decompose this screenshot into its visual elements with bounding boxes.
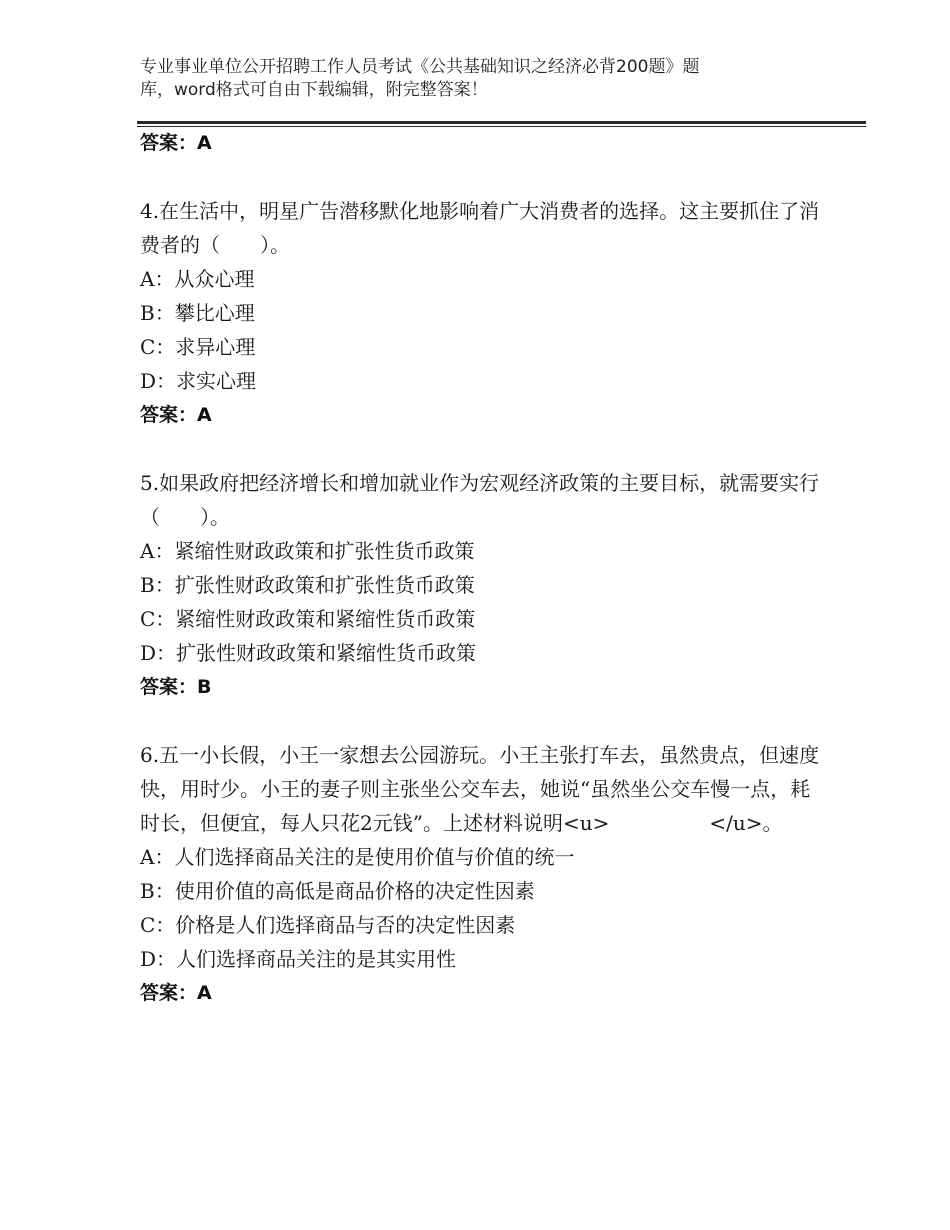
question-block-5 [140, 466, 820, 704]
option-a: A：从众心理 [140, 267, 255, 291]
spacer [140, 432, 820, 466]
question-text: 4.在生活中，明星广告潜移默化地影响着广大消费者的选择。这主要抓住了消费者的（ ）。 [140, 199, 820, 257]
option-c: C：价格是人们选择商品与否的决定性因素 [140, 913, 516, 937]
option-b: B：使用价值的高低是商品价格的决定性因素 [140, 879, 535, 903]
answer: 答案：A [140, 982, 212, 1004]
spacer [140, 704, 820, 738]
header-rule-thick [137, 121, 866, 124]
answer: 答案：B [140, 676, 212, 698]
option-c: C：紧缩性财政政策和紧缩性货币政策 [140, 607, 476, 631]
question-text: 6.五一小长假，小王一家想去公园游玩。小王主张打车去，虽然贵点，但速度快，用时少。小王的妻子则主张坐公交车去，她说“虽然坐公交车慢一点，耗时长，但便宜，每人只花2元钱”。上述材料说明<u> </u>。 [140, 743, 820, 835]
option-a: A：紧缩性财政政策和扩张性货币政策 [140, 539, 475, 563]
option-c: C：求异心理 [140, 335, 256, 359]
answer: 答案：A [140, 404, 212, 426]
header-line-2: 库，word格式可自由下载编辑，附完整答案！ [140, 80, 488, 100]
question-list [140, 126, 820, 1010]
option-d: D：求实心理 [140, 369, 257, 393]
option-a: A：人们选择商品关注的是使用价值与价值的统一 [140, 845, 575, 869]
spacer [140, 160, 820, 194]
answer-prev-question: 答案：A [140, 132, 212, 154]
question-block-4 [140, 194, 820, 432]
question-block-6 [140, 738, 820, 1010]
option-d: D：人们选择商品关注的是其实用性 [140, 947, 457, 971]
option-b: B：扩张性财政政策和扩张性货币政策 [140, 573, 475, 597]
option-b: B：攀比心理 [140, 301, 255, 325]
option-d: D：扩张性财政政策和紧缩性货币政策 [140, 641, 477, 665]
document-header [140, 56, 820, 102]
question-text: 5.如果政府把经济增长和增加就业作为宏观经济政策的主要目标，就需要实行（ ）。 [140, 471, 820, 529]
header-line-1: 专业事业单位公开招聘工作人员考试《公共基础知识之经济必背200题》题 [140, 57, 700, 77]
